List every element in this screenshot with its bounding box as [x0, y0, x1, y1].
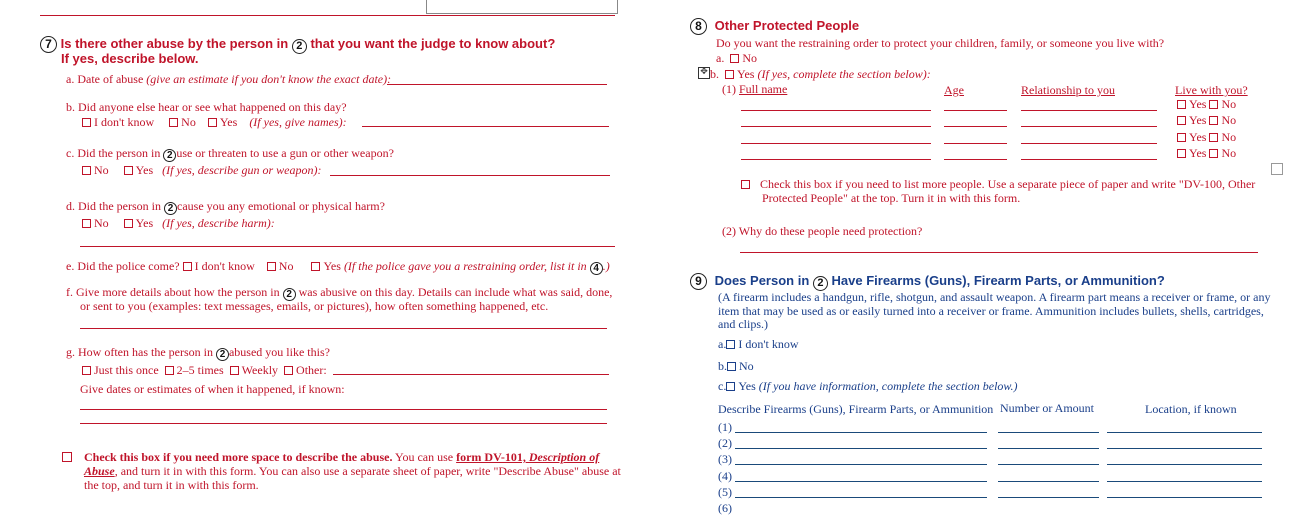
- s9-row-label: (3): [718, 452, 732, 467]
- s9-row-label: (5): [718, 484, 732, 499]
- s7-c-line[interactable]: [330, 175, 610, 176]
- s7-b-yes-checkbox[interactable]: [208, 118, 217, 127]
- s7-f-label2: or sent to you (examples: text messages, emails, or pictures), how often something happened, etc.: [80, 299, 549, 313]
- s8-row-field[interactable]: [741, 159, 931, 160]
- s8-more-people-line2: Protected People" at the top. Turn it in with this form.: [762, 191, 1021, 205]
- s8-col2: Age: [944, 83, 964, 97]
- form-dv101-link[interactable]: form DV-101, Description of: [456, 450, 600, 464]
- s9-row-field[interactable]: [998, 497, 1099, 498]
- s7-subheading: If yes, describe below.: [61, 51, 199, 66]
- s9-row-field[interactable]: [735, 481, 987, 482]
- s8-row-field[interactable]: [944, 126, 1007, 127]
- s8-question: Do you want the restraining order to protect your children, family, or someone you live with?: [716, 36, 1165, 50]
- s8-row-field[interactable]: [944, 159, 1007, 160]
- s9-row-field[interactable]: [735, 497, 987, 498]
- move-handle-icon[interactable]: ✥: [698, 67, 710, 79]
- top-box: [426, 0, 618, 14]
- s7-number: 7: [40, 36, 57, 53]
- s9-row-field[interactable]: [998, 464, 1099, 465]
- s7-b-line[interactable]: [362, 126, 609, 127]
- s7-a-line[interactable]: [387, 84, 607, 85]
- s9-b: b. No: [718, 359, 754, 373]
- s9-row-field[interactable]: [1107, 497, 1262, 498]
- s8-row-live-with: Yes No: [1177, 146, 1236, 160]
- s7-more-space-line2: Abuse, and turn it in with this form. You can also use a separate sheet of paper, write "Describe Abuse" abuse at: [84, 464, 621, 478]
- s7-d-no-checkbox[interactable]: [82, 219, 91, 228]
- s7-g-label: g. How often has the person in 2 abused you like this?: [66, 345, 330, 360]
- s9-heading: 9 Does Person in 2 Have Firearms (Guns), Firearm Parts, or Ammunition?: [690, 273, 1165, 291]
- s9-row-field[interactable]: [1107, 448, 1262, 449]
- s8-yes-checkbox[interactable]: [725, 70, 734, 79]
- s9-row-field[interactable]: [735, 432, 987, 433]
- s9-desc3: and clips.): [718, 317, 768, 331]
- s7-g-line2[interactable]: [80, 423, 607, 424]
- s9-col3: Location, if known: [1145, 402, 1237, 416]
- s8-row-field[interactable]: [1021, 143, 1157, 144]
- s8-row-no-checkbox[interactable]: [1209, 149, 1218, 158]
- s9-row-field[interactable]: [998, 448, 1099, 449]
- s7-g-dates: Give dates or estimates of when it happened, if known:: [80, 382, 345, 396]
- s8-col3: Relationship to you: [1021, 83, 1115, 97]
- s8-row-live-with: Yes No: [1177, 113, 1236, 127]
- s8-col1: (1) Full name: [722, 82, 788, 96]
- s7-c-no-checkbox[interactable]: [82, 166, 91, 175]
- s9-desc2: item that may be used as or easily turned into a receiver or frame. Ammunition includes bullets, shells, cartridges,: [718, 304, 1264, 318]
- s8-row-yes-checkbox[interactable]: [1177, 149, 1186, 158]
- s7-c-label: c. Did the person in 2 use or threaten to use a gun or other weapon?: [66, 146, 394, 161]
- s7-c-yes-checkbox[interactable]: [124, 166, 133, 175]
- s8-b: b. Yes (If yes, complete the section below):: [710, 67, 931, 81]
- s9-row-field[interactable]: [1107, 432, 1262, 433]
- s9-c: c. Yes (If you have information, complete the section below.): [718, 379, 1018, 393]
- s8-row-field[interactable]: [741, 110, 931, 111]
- s8-number: 8: [690, 18, 707, 35]
- s7-more-space-line3: the top, and turn it in with this form.: [84, 478, 259, 492]
- s7-d-line[interactable]: [80, 246, 615, 247]
- s8-row-field[interactable]: [741, 126, 931, 127]
- s7-e-label: e. Did the police come? I don't know No Yes (If the police gave you a restraining order, list it in 4 .): [66, 259, 610, 274]
- s9-yes-checkbox[interactable]: [726, 382, 735, 391]
- s8-row-yes-checkbox[interactable]: [1177, 100, 1186, 109]
- s9-row-label: (2): [718, 436, 732, 451]
- s9-row-label: (6): [718, 501, 732, 515]
- s8-more-people: Check this box if you need to list more people. Use a separate piece of paper and write "DV-100, Other: [741, 177, 1255, 191]
- s7-c-options: No Yes (If yes, describe gun or weapon):: [82, 163, 321, 177]
- s7-g-weekly-checkbox[interactable]: [230, 366, 239, 375]
- s7-b-idk-checkbox[interactable]: [82, 118, 91, 127]
- s8-why-line[interactable]: [740, 252, 1258, 253]
- s8-row-yes-checkbox[interactable]: [1177, 133, 1186, 142]
- s9-row-field[interactable]: [735, 448, 987, 449]
- s9-number: 9: [690, 273, 707, 290]
- s8-a: a. No: [716, 51, 757, 65]
- s9-row-label: (1): [718, 420, 732, 434]
- s7-g-other-checkbox[interactable]: [284, 366, 293, 375]
- side-checkbox[interactable]: [1271, 163, 1283, 175]
- s8-row-field[interactable]: [1021, 126, 1157, 127]
- s7-d-label: d. Did the person in 2 cause you any emotional or physical harm?: [66, 199, 385, 214]
- s8-row-yes-checkbox[interactable]: [1177, 116, 1186, 125]
- s7-d-yes-checkbox[interactable]: [124, 219, 133, 228]
- s8-why: (2) Why do these people need protection?: [722, 224, 923, 238]
- s7-g-options: Just this once 2–5 times Weekly Other:: [82, 363, 327, 377]
- s7-b-options: I don't know No Yes (If yes, give names):: [82, 115, 347, 129]
- s9-row-field[interactable]: [1107, 464, 1262, 465]
- s7-heading: 7 Is there other abuse by the person in 2 that you want the judge to know about?: [40, 36, 555, 54]
- s8-more-people-checkbox[interactable]: [741, 180, 750, 189]
- s9-row-field[interactable]: [998, 481, 1099, 482]
- s8-row-field[interactable]: [944, 110, 1007, 111]
- s9-row-field[interactable]: [998, 432, 1099, 433]
- s7-f-line[interactable]: [80, 328, 607, 329]
- s7-a-label: a. Date of abuse (give an estimate if you don't know the exact date):: [66, 72, 392, 86]
- s9-col2: Number or Amount: [1000, 401, 1094, 415]
- s9-row-label: (4): [718, 468, 732, 483]
- s7-b-label: b. Did anyone else hear or see what happened on this day?: [66, 100, 347, 114]
- s7-more-space: Check this box if you need more space to describe the abuse. You can use form DV-101, Description of: [62, 450, 599, 464]
- s7-d-options: No Yes (If yes, describe harm):: [82, 216, 275, 230]
- s9-row-field[interactable]: [1107, 481, 1262, 482]
- s7-g-line1[interactable]: [80, 409, 607, 410]
- s9-idk-checkbox[interactable]: [726, 340, 735, 349]
- s9-no-checkbox[interactable]: [727, 362, 736, 371]
- s8-col4: Live with you?: [1175, 83, 1248, 97]
- s7-e-idk-checkbox[interactable]: [183, 262, 192, 271]
- s8-row-field[interactable]: [741, 143, 931, 144]
- s8-row-field[interactable]: [1021, 159, 1157, 160]
- s7-b-no-checkbox[interactable]: [169, 118, 178, 127]
- s8-row-live-with: Yes No: [1177, 130, 1236, 144]
- s8-row-no-checkbox[interactable]: [1209, 133, 1218, 142]
- s9-desc1: (A firearm includes a handgun, rifle, shotgun, and assault weapon. A firearm part means a receiver or frame, or any: [718, 290, 1271, 304]
- s7-g-25-checkbox[interactable]: [165, 366, 174, 375]
- s7-f-label: f. Give more details about how the person in 2 was abusive on this day. Details can include what was said, done,: [66, 285, 613, 300]
- s9-row-field[interactable]: [735, 464, 987, 465]
- s7-g-other-line[interactable]: [333, 374, 609, 375]
- s8-row-no-checkbox[interactable]: [1209, 116, 1218, 125]
- s7-e-yes-checkbox[interactable]: [311, 262, 320, 271]
- s7-more-space-checkbox[interactable]: [62, 452, 72, 462]
- s9-col1: Describe Firearms (Guns), Firearm Parts, or Ammunition: [718, 402, 994, 416]
- s7-g-once-checkbox[interactable]: [82, 366, 91, 375]
- top-red-rule: [40, 15, 615, 16]
- s7-e-no-checkbox[interactable]: [267, 262, 276, 271]
- s8-row-no-checkbox[interactable]: [1209, 100, 1218, 109]
- s8-heading: 8 Other Protected People: [690, 18, 859, 35]
- s9-a: a. I don't know: [718, 337, 799, 351]
- s8-row-field[interactable]: [944, 143, 1007, 144]
- s8-no-checkbox[interactable]: [730, 54, 739, 63]
- s8-row-field[interactable]: [1021, 110, 1157, 111]
- s8-row-live-with: Yes No: [1177, 97, 1236, 111]
